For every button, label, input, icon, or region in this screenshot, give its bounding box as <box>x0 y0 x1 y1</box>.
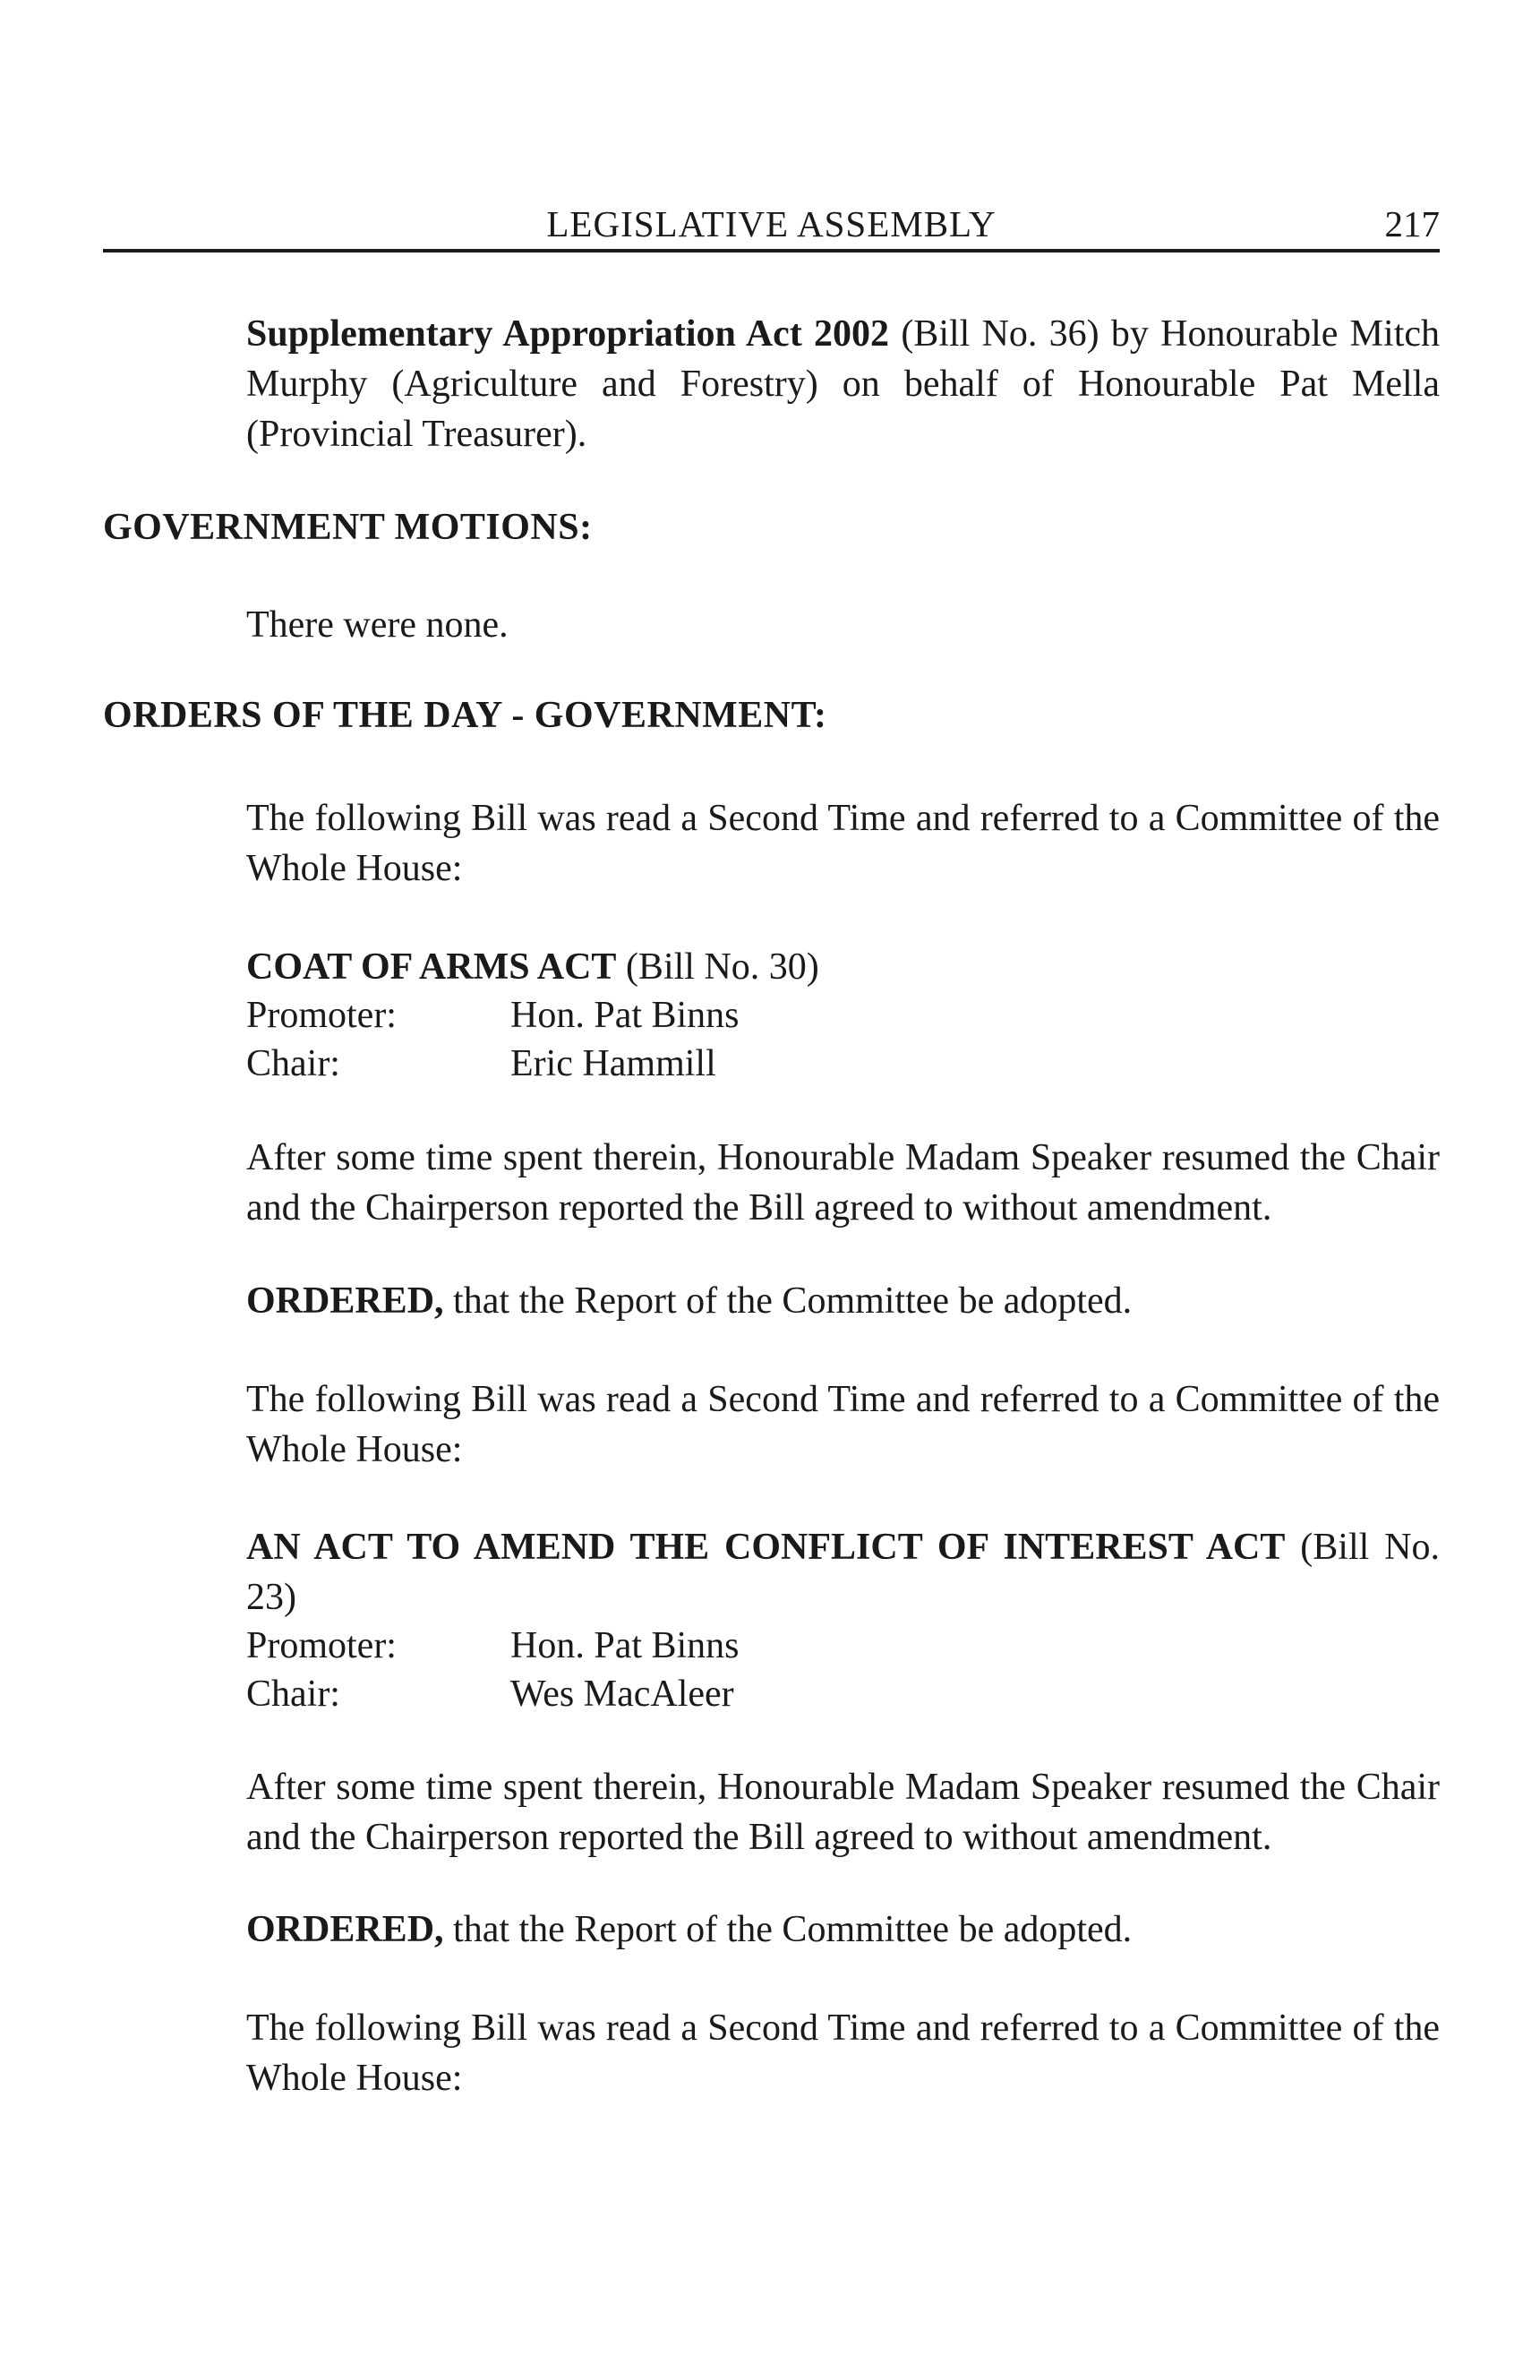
promoter-label: Promoter: <box>246 1625 397 1666</box>
ordered-label: ORDERED, <box>246 1909 444 1950</box>
ordered-paragraph <box>246 1905 1132 1955</box>
chair-name: Eric Hammill <box>510 1043 716 1084</box>
intro-bill-paragraph <box>246 309 1440 459</box>
bill-title: AN ACT TO AMEND THE CONFLICT OF INTEREST ACT <box>246 1527 1286 1568</box>
chair-line <box>246 1669 734 1719</box>
chair-label: Chair: <box>246 1674 340 1715</box>
ordered-label: ORDERED, <box>246 1280 444 1322</box>
header-title: LEGISLATIVE ASSEMBLY <box>546 203 997 244</box>
promoter-label: Promoter: <box>246 995 397 1036</box>
bill-intro-paragraph: The following Bill was read a Second Time and referred to a Committee of the Whole House: <box>246 2008 1440 2099</box>
intro-bill-title: Supplementary Appropriation Act 2002 <box>246 313 890 355</box>
bill-title: COAT OF ARMS ACT <box>246 946 617 988</box>
chair-name: Wes MacAleer <box>510 1674 734 1715</box>
government-motions-heading: GOVERNMENT MOTIONS: <box>103 507 593 548</box>
ordered-text: that the Report of the Committee be adopted. <box>443 1280 1133 1322</box>
bill-number: (Bill No. 30) <box>616 946 819 988</box>
chair-label: Chair: <box>246 1043 340 1084</box>
promoter-name: Hon. Pat Binns <box>510 995 740 1036</box>
page-number: 217 <box>1384 203 1440 244</box>
government-motions-text: There were none. <box>246 604 509 646</box>
intro-bill-text: (Bill No. 36) by Honourable Mitch Murphy (Agriculture and Forestry) on behalf of Honourable Pat Mella (Provincial Treasurer). <box>246 313 1441 455</box>
promoter-line <box>246 1621 740 1671</box>
bill-number: (Bill No. 23) <box>246 1527 1440 1618</box>
orders-of-the-day-heading: ORDERS OF THE DAY - GOVERNMENT: <box>103 695 827 736</box>
bill-title-line <box>246 942 819 992</box>
bill-intro-paragraph: The following Bill was read a Second Time and referred to a Committee of the Whole House: <box>246 798 1440 889</box>
running-header <box>103 199 1440 253</box>
ordered-text: that the Report of the Committee be adopted. <box>443 1909 1133 1950</box>
ordered-paragraph <box>246 1276 1132 1326</box>
promoter-line <box>246 990 740 1040</box>
bill-title-line <box>246 1522 1440 1622</box>
committee-report-paragraph: After some time spent therein, Honourable Madam Speaker resumed the Chair and the Chairperson reported the Bill agreed to without amendment. <box>246 1137 1440 1229</box>
committee-report-paragraph: After some time spent therein, Honourable Madam Speaker resumed the Chair and the Chairperson reported the Bill agreed to without amendment. <box>246 1767 1440 1858</box>
chair-line <box>246 1039 716 1089</box>
bill-intro-paragraph: The following Bill was read a Second Time and referred to a Committee of the Whole House: <box>246 1379 1440 1470</box>
promoter-name: Hon. Pat Binns <box>510 1625 740 1666</box>
